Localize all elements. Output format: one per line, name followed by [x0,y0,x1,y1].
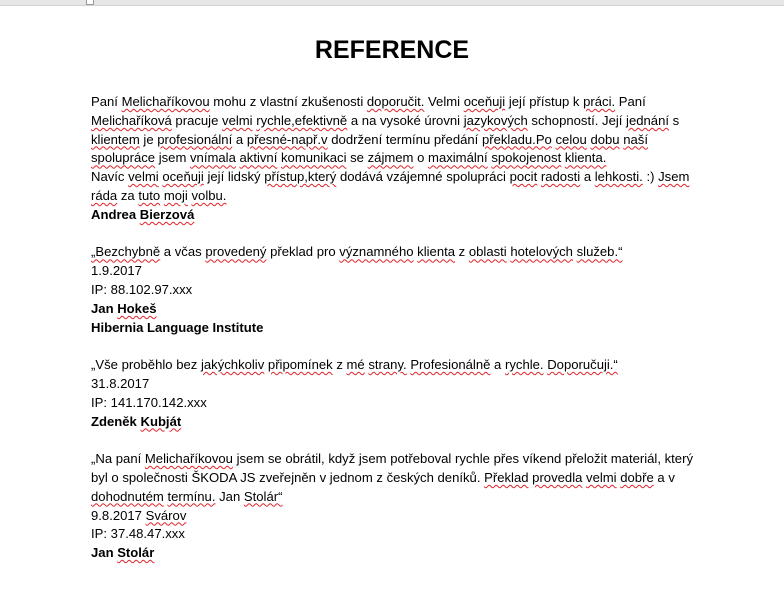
reference-4-quote: „Na paní Melichaříkovou jsem se obrátil, když jsem potřeboval rychle přes víkend přeložit materiál, který byl o společnosti ŠKODA JS zveřejněn v jednom z českých deníků. Překlad provedla velmi dobře a v dohodnutém termínu. Jan Stolár“ [91,451,693,504]
reference-3-quote: „Vše proběhlo bez jakýchkoliv připomínek z mé strany. Profesionálně a rychle. Doporučuji.“ [91,357,618,373]
reference-2-ip: IP: 88.102.97.xxx [91,281,193,297]
reference-3-ip: IP: 141.170.142.xxx [91,394,207,410]
reference-1-author: Andrea Bierzová [91,206,195,222]
reference-2-organization: Hibernia Language Institute [91,319,264,335]
reference-2-date: 1.9.2017 [91,263,142,279]
reference-4-author: Jan Stolár [91,545,155,561]
reference-4-ip: IP: 37.48.47.xxx [91,526,185,542]
document-title: REFERENCE [314,36,470,64]
reference-1-text-continued: Navíc velmi oceňuji její lidský přístup,který dodává vzájemné spolupráci pocit radosti a lehkosti. :) Jsem ráda za tuto moji volbu. [91,169,690,203]
reference-1-text: Paní Melichaříkovou mohu z vlastní zkušenosti doporučit. Velmi oceňuji její přístup k práci. Paní Melichaříková pracuje velmi rychle,efektivně a na vysoké úrovni jazykových schopností. Její jednání s klientem je profesionální a přesné-např.v dodržení termínu předání překladu.Po celou dobu naší spolupráce jsem vnímala aktivní komunikaci se zájmem o maximální spokojenost klienta. [91,94,680,166]
ruler-indent-marker[interactable] [86,0,94,5]
ruler-bar [0,0,784,6]
document-body[interactable] [91,93,701,563]
reference-4-date: 9.8.2017 Svárov [91,507,187,523]
reference-3-author: Zdeněk Kubját [91,413,182,429]
reference-2-author: Jan Hokeš [91,300,157,316]
reference-3-date: 31.8.2017 [91,375,150,391]
reference-2-quote: „Bezchybně a včas provedený překlad pro významného klienta z oblasti hotelových služeb.“ [91,244,623,260]
